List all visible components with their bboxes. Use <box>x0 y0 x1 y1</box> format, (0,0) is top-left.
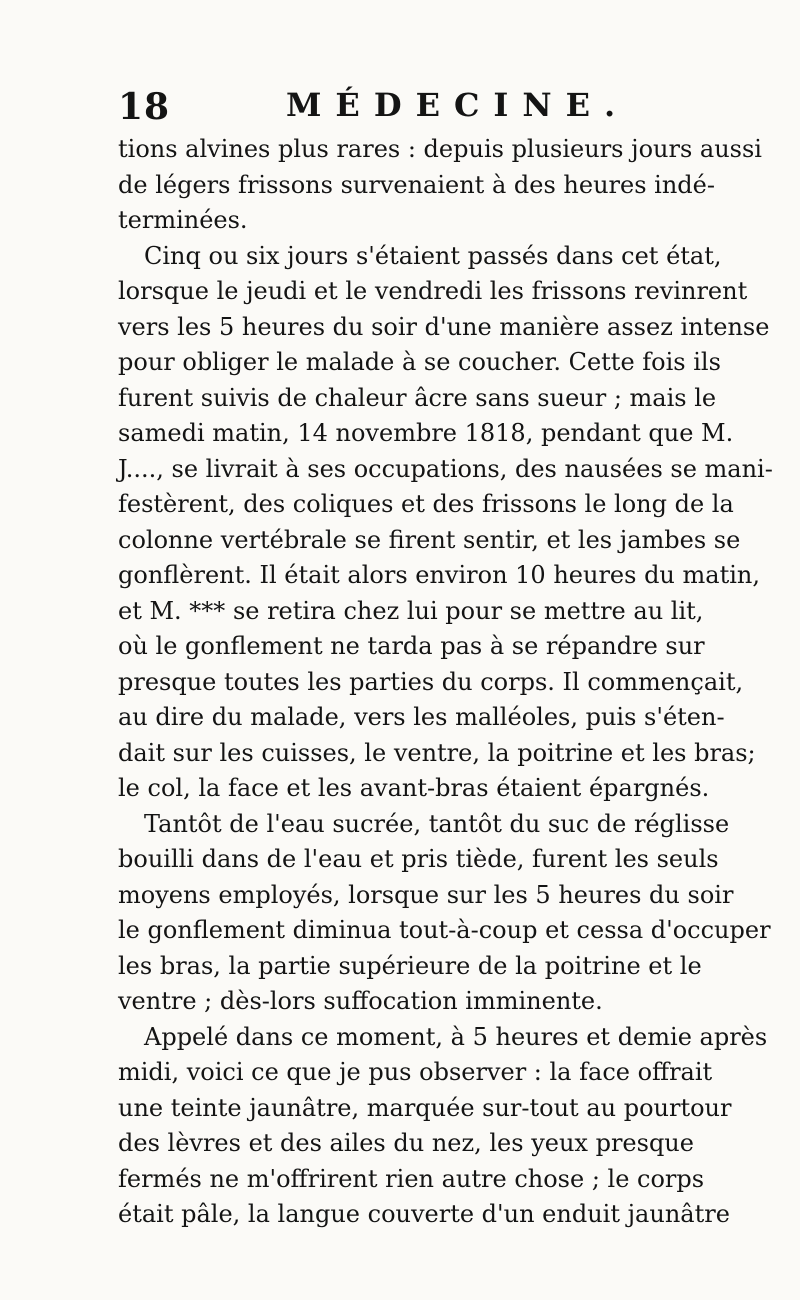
text-line: J...., se livrait à ses occupations, des nausées se mani- <box>118 454 773 483</box>
text-line: presque toutes les parties du corps. Il commençait, <box>118 667 744 696</box>
text-line: de légers frissons survenaient à des heures indé- <box>118 170 715 199</box>
running-title: MÉDECINE. <box>286 86 630 124</box>
page-header <box>118 86 688 136</box>
text-line: une teinte jaunâtre, marquée sur-tout au pourtour <box>118 1093 732 1122</box>
text-line: Tantôt de l'eau sucrée, tantôt du suc de réglisse <box>144 809 730 838</box>
text-line: moyens employés, lorsque sur les 5 heures du soir <box>118 880 734 909</box>
text-line: où le gonflement ne tarda pas à se répandre sur <box>118 632 705 660</box>
paragraph <box>118 807 771 1020</box>
text-line: terminées. <box>118 206 248 234</box>
text-line: pour obliger le malade à se coucher. Cette fois ils <box>118 348 721 376</box>
text-line: festèrent, des coliques et des frissons le long de la <box>118 490 734 518</box>
text-line: était pâle, la langue couverte d'un enduit jaunâtre <box>118 1200 730 1228</box>
text-line: tions alvines plus rares : depuis plusieurs jours aussi <box>118 135 762 163</box>
text-line: le gonflement diminua tout-à-coup et cessa d'occuper <box>118 916 771 944</box>
text-line: Cinq ou six jours s'étaient passés dans cet état, <box>144 241 722 270</box>
text-line: midi, voici ce que je pus observer : la face offrait <box>118 1058 713 1086</box>
paragraph <box>118 132 762 239</box>
text-line: Appelé dans ce moment, à 5 heures et demie après <box>144 1022 768 1051</box>
paragraph <box>118 1020 768 1233</box>
paragraph <box>118 239 773 807</box>
text-line: dait sur les cuisses, le ventre, la poitrine et les bras; <box>118 738 756 767</box>
text-line: furent suivis de chaleur âcre sans sueur ; mais le <box>118 383 717 412</box>
text-line: bouilli dans de l'eau et pris tiède, furent les seuls <box>118 845 719 873</box>
text-line: colonne vertébrale se firent sentir, et les jambes se <box>118 525 741 554</box>
text-line: ventre ; dès-lors suffocation imminente. <box>118 987 603 1015</box>
text-line: vers les 5 heures du soir d'une manière assez intense <box>118 312 770 341</box>
text-line: les bras, la partie supérieure de la poitrine et le <box>118 951 702 980</box>
text-line: samedi matin, 14 novembre 1818, pendant que M. <box>118 419 734 447</box>
text-line: et M. *** se retira chez lui pour se mettre au lit, <box>118 596 704 625</box>
text-line: fermés ne m'offrirent rien autre chose ; le corps <box>118 1164 705 1193</box>
text-line: gonflèrent. Il était alors environ 10 heures du matin, <box>118 561 760 589</box>
text-line: le col, la face et les avant-bras étaient épargnés. <box>118 774 710 802</box>
text-line: des lèvres et des ailes du nez, les yeux presque <box>118 1129 694 1157</box>
body-text <box>118 132 773 1233</box>
page-number: 18 <box>118 86 171 128</box>
text-line: lorsque le jeudi et le vendredi les frissons revinrent <box>118 277 748 305</box>
text-line: au dire du malade, vers les malléoles, puis s'éten- <box>118 703 725 731</box>
